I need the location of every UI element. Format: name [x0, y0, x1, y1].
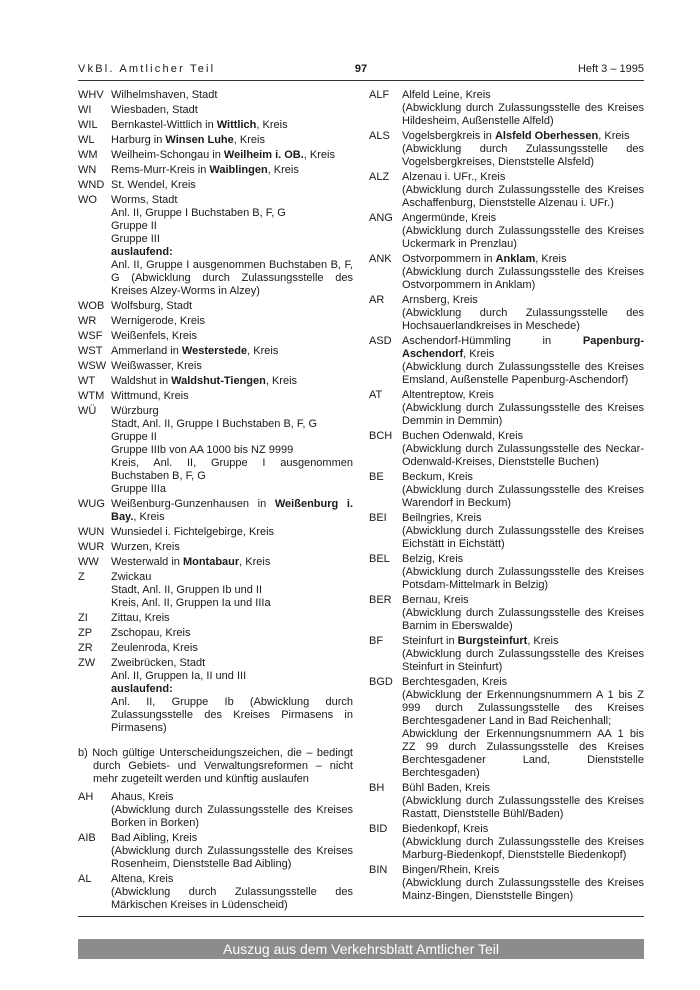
entry-code: BGD	[369, 676, 393, 688]
entry-text: Altena, Kreis (Abwicklung durch Zulassungsstelle des Märkischen Kreises in Lüdenscheid)	[111, 873, 353, 911]
footer-band	[78, 939, 644, 959]
registration-entry	[369, 823, 644, 862]
entry-code: ALS	[369, 130, 390, 142]
entry-code: BIN	[369, 864, 388, 876]
entry-code: ASD	[369, 335, 392, 347]
entry-text: Angermünde, Kreis (Abwicklung durch Zulassungsstelle des Kreises Uckermark in Prenzlau)	[402, 212, 644, 250]
registration-entry	[369, 335, 644, 387]
entry-text: Weißenburg-Gunzenhausen in Weißenburg i. Bay., Kreis	[111, 498, 353, 523]
entry-code: BID	[369, 823, 388, 835]
registration-entry	[78, 194, 353, 298]
entry-code: AH	[78, 791, 94, 803]
entry-text: Zweibrücken, Stadt Anl. II, Gruppen Ia, II und III auslaufend: Anl. II, Gruppe Ib (Abwicklung durch Zulassungsstelle des Kreises Pirmasens in Pirmasens)	[111, 657, 353, 734]
entry-code: WI	[78, 104, 92, 116]
entry-code: AT	[369, 389, 383, 401]
entry-code: BER	[369, 594, 392, 606]
entry-code: BEI	[369, 512, 387, 524]
entry-text: Wilhelmshaven, Stadt	[111, 89, 218, 101]
registration-entry	[78, 164, 353, 177]
section-b-heading: b) Noch gültige Unterscheidungszeichen, die – bedingt durch Gebiets- und Verwaltungsreformen – nicht mehr zugeteilt werden und künftig auslaufen	[78, 747, 353, 785]
entry-code: WST	[78, 345, 103, 357]
header-rule	[78, 80, 644, 81]
entry-text: Alfeld Leine, Kreis (Abwicklung durch Zulassungsstelle des Kreises Hildesheim, Außenstelle Alfeld)	[402, 89, 644, 127]
entry-text: Würzburg Stadt, Anl. II, Gruppe I Buchstaben B, F, G Gruppe II Gruppe IIIb von AA 1000 bis NZ 9999 Kreis, Anl. II, Gruppe I ausgenommen Buchstaben B, F, G Gruppe IIIa	[111, 405, 353, 495]
registration-entry	[78, 300, 353, 313]
code-list-part-b	[78, 791, 353, 912]
left-column	[78, 89, 353, 914]
page-header	[78, 63, 644, 77]
footer-rule	[78, 916, 644, 917]
entry-text: Waldshut in Waldshut-Tiengen, Kreis	[111, 375, 298, 387]
registration-entry	[369, 553, 644, 592]
entry-text: Wolfsburg, Stadt	[111, 300, 193, 312]
registration-entry	[369, 782, 644, 821]
code-list-part-a	[78, 89, 353, 735]
entry-code: ANG	[369, 212, 393, 224]
registration-entry	[78, 791, 353, 830]
entry-text: Zschopau, Kreis	[111, 627, 191, 639]
entry-text: Beckum, Kreis (Abwicklung durch Zulassungsstelle des Kreises Warendorf in Beckum)	[402, 471, 644, 509]
registration-entry	[369, 171, 644, 210]
journal-title: VkBl. Amtlicher Teil	[78, 63, 216, 75]
entry-code: WUG	[78, 498, 105, 510]
entry-text: Bühl Baden, Kreis (Abwicklung durch Zulassungsstelle des Kreises Rastatt, Dienststelle Bühl/Baden)	[402, 782, 644, 820]
entry-code: WUN	[78, 526, 105, 538]
entry-code: ZW	[78, 657, 96, 669]
entry-code: ALF	[369, 89, 390, 101]
entry-text: Ahaus, Kreis (Abwicklung durch Zulassungsstelle des Kreises Borken in Borken)	[111, 791, 353, 829]
entry-text: Steinfurt in Burgsteinfurt, Kreis (Abwicklung durch Zulassungsstelle des Kreises Steinfurt in Steinfurt)	[402, 635, 644, 673]
registration-entry	[78, 360, 353, 373]
registration-entry	[78, 104, 353, 117]
entry-text: Belzig, Kreis (Abwicklung durch Zulassungsstelle des Kreises Potsdam-Mittelmark in Belzig)	[402, 553, 644, 591]
registration-entry	[369, 389, 644, 428]
entry-code: BF	[369, 635, 384, 647]
entry-text: Wunsiedel i. Fichtelgebirge, Kreis	[111, 526, 275, 538]
registration-entry	[369, 471, 644, 510]
registration-entry	[369, 130, 644, 169]
entry-code: ZP	[78, 627, 93, 639]
registration-entry	[78, 375, 353, 388]
entry-code: Z	[78, 571, 85, 583]
registration-entry	[78, 405, 353, 496]
entry-text: Bernau, Kreis (Abwicklung durch Zulassungsstelle des Kreises Barnim in Eberswalde)	[402, 594, 644, 632]
entry-text: Altentreptow, Kreis (Abwicklung durch Zulassungsstelle des Kreises Demmin in Demmin)	[402, 389, 644, 427]
entry-text: Aschendorf-Hümmling in Papenburg-Aschendorf, Kreis (Abwicklung durch Zulassungsstelle des Kreises Emsland, Außenstelle Papenburg-Aschendorf)	[402, 335, 644, 386]
entry-text: Harburg in Winsen Luhe, Kreis	[111, 134, 265, 146]
entry-text: Vogelsbergkreis in Alsfeld Oberhessen, Kreis (Abwicklung durch Zulassungsstelle des Vogelsbergkreises, Dienststelle Alsfeld)	[402, 130, 644, 168]
footer-text: Auszug aus dem Verkehrsblatt Amtlicher Teil	[223, 941, 499, 957]
entry-code: WSW	[78, 360, 107, 372]
registration-entry	[78, 873, 353, 912]
entry-text: Berchtesgaden, Kreis (Abwicklung der Erkennungsnummern A 1 bis Z 999 durch Zulassungsstelle des Kreises Berchtesgadener Land in Bad Reichenhall; Abwicklung der Erkennungsnummern AA 1 bis ZZ 99 durch Zulassungsstelle des Kreises Berchtesgadener Land, Dienststelle Berchtesgaden)	[402, 676, 644, 779]
entry-text: Bernkastel-Wittlich in Wittlich, Kreis	[111, 119, 288, 131]
entry-text: Wiesbaden, Stadt	[111, 104, 198, 116]
registration-entry	[78, 345, 353, 358]
entry-text: Westerwald in Montabaur, Kreis	[111, 556, 271, 568]
entry-code: ALZ	[369, 171, 390, 183]
entry-text: St. Wendel, Kreis	[111, 179, 196, 191]
registration-entry	[78, 627, 353, 640]
entry-text: Wurzen, Kreis	[111, 541, 180, 553]
entry-code: WUR	[78, 541, 105, 553]
entry-code: BEL	[369, 553, 390, 565]
registration-entry	[78, 498, 353, 524]
entry-text: Bingen/Rhein, Kreis (Abwicklung durch Zulassungsstelle des Kreises Mainz-Bingen, Dienststelle Bingen)	[402, 864, 644, 902]
entry-code: WSF	[78, 330, 103, 342]
entry-text: Ostvorpommern in Anklam, Kreis (Abwicklung durch Zulassungsstelle des Kreises Ostvorpommern in Anklam)	[402, 253, 644, 291]
entry-code: WT	[78, 375, 96, 387]
registration-entry	[78, 149, 353, 162]
entry-text: Biedenkopf, Kreis (Abwicklung durch Zulassungsstelle des Kreises Marburg-Biedenkopf, Dienststelle Biedenkopf)	[402, 823, 644, 861]
entry-text: Buchen Odenwald, Kreis (Abwicklung durch Zulassungsstelle des Neckar-Odenwald-Kreises, Dienststelle Buchen)	[402, 430, 644, 468]
registration-entry	[78, 571, 353, 610]
registration-entry	[78, 556, 353, 569]
entry-code: ZR	[78, 642, 93, 654]
registration-entry	[369, 212, 644, 251]
entry-code: AL	[78, 873, 92, 885]
registration-entry	[78, 541, 353, 554]
registration-entry	[78, 390, 353, 403]
entry-code: WN	[78, 164, 97, 176]
registration-entry	[369, 253, 644, 292]
entry-code: WHV	[78, 89, 104, 101]
entry-code: ANK	[369, 253, 392, 265]
entry-text: Bad Aibling, Kreis (Abwicklung durch Zulassungsstelle des Kreises Rosenheim, Dienststelle Bad Aibling)	[111, 832, 353, 870]
registration-entry	[369, 89, 644, 128]
entry-code: BE	[369, 471, 384, 483]
right-column	[369, 89, 644, 905]
entry-code: WM	[78, 149, 98, 161]
registration-entry	[78, 179, 353, 192]
entry-text: Ammerland in Westerstede, Kreis	[111, 345, 279, 357]
entry-text: Alzenau i. UFr., Kreis (Abwicklung durch Zulassungsstelle des Kreises Aschaffenburg, Dienststelle Alzenau i. UFr.)	[402, 171, 644, 209]
registration-entry	[369, 430, 644, 469]
registration-entry	[78, 832, 353, 871]
entry-text: Weißenfels, Kreis	[111, 330, 197, 342]
entry-code: WND	[78, 179, 105, 191]
registration-entry	[78, 89, 353, 102]
code-list-part-b-continued	[369, 89, 644, 903]
entry-text: Weilheim-Schongau in Weilheim i. OB., Kreis	[111, 149, 335, 161]
registration-entry	[369, 294, 644, 333]
registration-entry	[78, 134, 353, 147]
registration-entry	[78, 657, 353, 735]
entry-text: Zeulenroda, Kreis	[111, 642, 198, 654]
registration-entry	[369, 512, 644, 551]
entry-code: WL	[78, 134, 95, 146]
entry-text: Arnsberg, Kreis (Abwicklung durch Zulassungsstelle des Hochsauerlandkreises in Meschede)	[402, 294, 644, 332]
page-number: 97	[354, 63, 368, 75]
entry-code: WIL	[78, 119, 98, 131]
registration-entry	[369, 594, 644, 633]
registration-entry	[369, 864, 644, 903]
registration-entry	[78, 119, 353, 132]
entry-code: WW	[78, 556, 99, 568]
entry-text: Weißwasser, Kreis	[111, 360, 202, 372]
entry-text: Worms, Stadt Anl. II, Gruppe I Buchstaben B, F, G Gruppe II Gruppe III auslaufend: Anl. II, Gruppe I ausgenommen Buchstaben B, F, G (Abwicklung durch Zulassungsstelle des Kreises Alzey-Worms in Alzey)	[111, 194, 353, 297]
entry-code: WOB	[78, 300, 105, 312]
entry-code: WÜ	[78, 405, 97, 417]
entry-code: WR	[78, 315, 97, 327]
entry-text: Wittmund, Kreis	[111, 390, 189, 402]
entry-text: Rems-Murr-Kreis in Waiblingen, Kreis	[111, 164, 299, 176]
registration-entry	[78, 315, 353, 328]
registration-entry	[369, 676, 644, 780]
entry-text: Zwickau Stadt, Anl. II, Gruppen Ib und II Kreis, Anl. II, Gruppen Ia und IIIa	[111, 571, 271, 609]
entry-code: ZI	[78, 612, 88, 624]
entry-code: WTM	[78, 390, 105, 402]
entry-code: BH	[369, 782, 385, 794]
registration-entry	[78, 526, 353, 539]
entry-text: Beilngries, Kreis (Abwicklung durch Zulassungsstelle des Kreises Eichstätt in Eichstätt)	[402, 512, 644, 550]
registration-entry	[78, 612, 353, 625]
entry-code: WO	[78, 194, 97, 206]
issue-label: Heft 3 – 1995	[577, 63, 644, 75]
entry-code: AIB	[78, 832, 96, 844]
entry-code: AR	[369, 294, 385, 306]
entry-code: BCH	[369, 430, 393, 442]
registration-entry	[369, 635, 644, 674]
entry-text: Zittau, Kreis	[111, 612, 170, 624]
registration-entry	[78, 642, 353, 655]
registration-entry	[78, 330, 353, 343]
entry-text: Wernigerode, Kreis	[111, 315, 205, 327]
